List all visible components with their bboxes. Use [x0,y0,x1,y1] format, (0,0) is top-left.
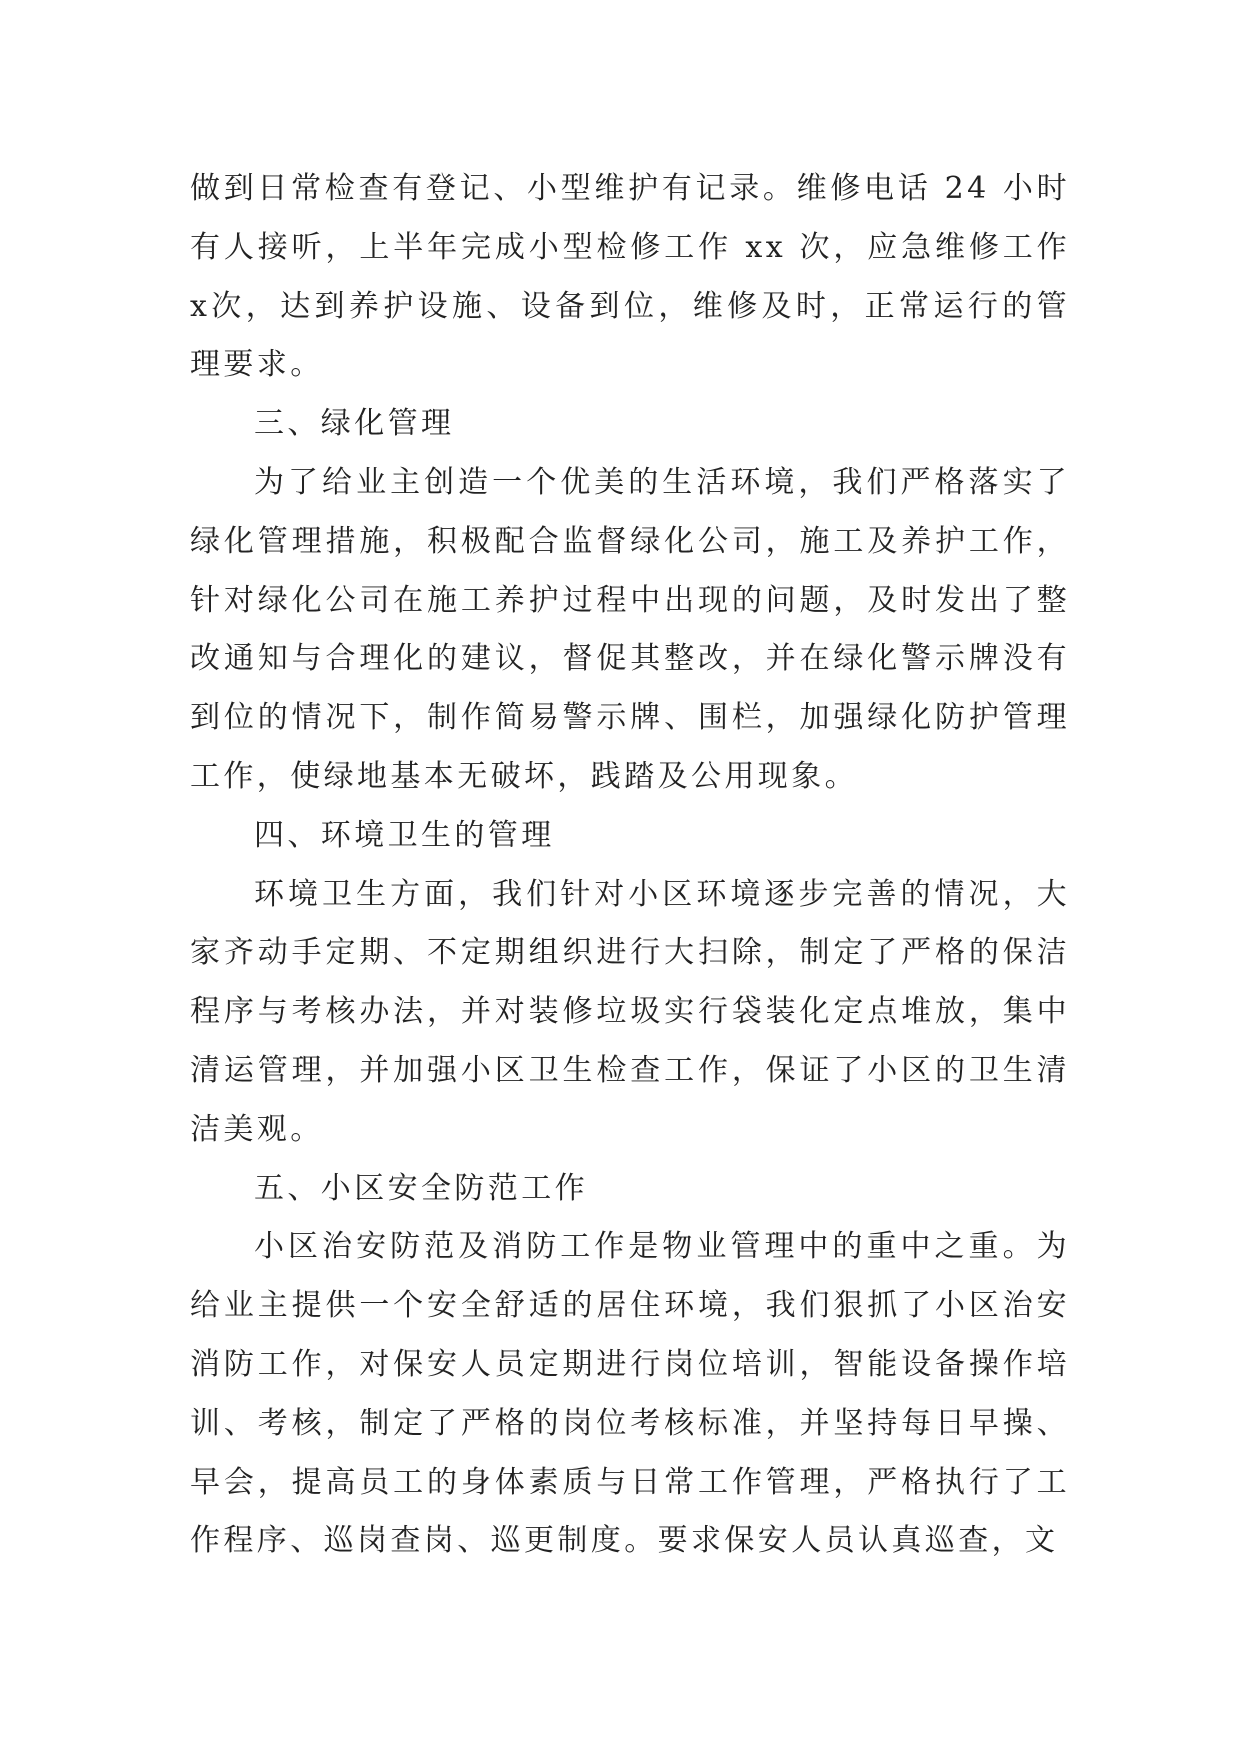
section-heading-greening: 三、绿化管理 [254,406,455,442]
document-body [190,160,1070,1571]
paragraph-maintenance-continued: 做到日常检查有登记、小型维护有记录。维修电话 24 小时有人接听，上半年完成小型检修工作 xx 次，应急维修工作 x次，达到养护设施、设备到位，维修及时，正常运行的管理要求。 [190,171,1070,383]
section-heading-sanitation: 四、环境卫生的管理 [254,817,555,853]
section-heading-security: 五、小区安全防范工作 [254,1170,588,1206]
paragraph-sanitation: 环境卫生方面，我们针对小区环境逐步完善的情况，大家齐动手定期、不定期组织进行大扫除，制定了严格的保洁程序与考核办法，并对装修垃圾实行袋装化定点堆放，集中清运管理，并加强小区卫生检查工作，保证了小区的卫生清洁美观。 [190,876,1070,1147]
paragraph-security: 小区治安防范及消防工作是物业管理中的重中之重。为给业主提供一个安全舒适的居住环境，我们狠抓了小区治安消防工作，对保安人员定期进行岗位培训，智能设备操作培训、考核，制定了严格的岗位考核标准，并坚持每日早操、早会，提高员工的身体素质与日常工作管理，严格执行了工作程序、巡岗查岗、巡更制度。要求保安人员认真巡查，文 [190,1229,1070,1559]
paragraph-greening: 为了给业主创造一个优美的生活环境，我们严格落实了绿化管理措施，积极配合监督绿化公司，施工及养护工作，针对绿化公司在施工养护过程中出现的问题，及时发出了整改通知与合理化的建议，督促其整改，并在绿化警示牌没有到位的情况下，制作简易警示牌、围栏，加强绿化防护管理工作，使绿地基本无破坏，践踏及公用现象。 [190,464,1070,794]
